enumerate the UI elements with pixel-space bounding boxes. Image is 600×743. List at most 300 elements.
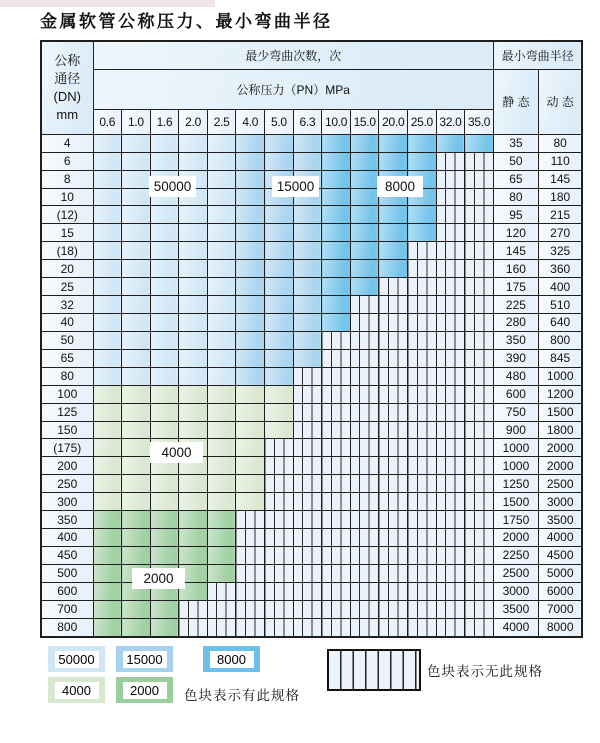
no-spec-cell <box>207 582 236 600</box>
cycle-cell <box>207 457 236 475</box>
cycle-cell <box>265 296 294 314</box>
cycle-cell <box>293 152 322 170</box>
dynamic-radius-cell: 510 <box>538 296 582 314</box>
cycle-cell <box>207 564 236 582</box>
no-spec-cell <box>465 511 494 529</box>
no-spec-cell <box>322 457 351 475</box>
cycle-cell <box>236 134 265 152</box>
pressure-value-header: 35.0 <box>465 109 494 134</box>
cycle-cell <box>207 421 236 439</box>
no-spec-cell <box>465 278 494 296</box>
static-radius-cell: 900 <box>493 421 538 439</box>
table-row <box>41 260 582 278</box>
dn-cell: (175) <box>41 439 93 457</box>
pressure-value-header: 20.0 <box>379 109 408 134</box>
static-radius-cell: 350 <box>493 331 538 349</box>
cycle-cell <box>150 403 179 421</box>
cycle-cell <box>379 224 408 242</box>
static-radius-cell: 390 <box>493 349 538 367</box>
cycle-cell <box>150 385 179 403</box>
cycle-cell <box>207 296 236 314</box>
no-spec-cell <box>265 529 294 547</box>
cycle-cell <box>265 206 294 224</box>
no-spec-cell <box>293 475 322 493</box>
no-spec-cell <box>379 403 408 421</box>
pressure-value-header: 32.0 <box>436 109 465 134</box>
no-spec-cell <box>465 170 494 188</box>
no-spec-cell <box>465 367 494 385</box>
cycle-cell <box>122 385 151 403</box>
static-radius-cell: 145 <box>493 242 538 260</box>
no-spec-cell <box>436 224 465 242</box>
no-spec-cell <box>436 152 465 170</box>
no-spec-cell <box>465 457 494 475</box>
dynamic-radius-cell: 215 <box>538 206 582 224</box>
cycle-cell <box>236 206 265 224</box>
static-radius-cell: 1500 <box>493 493 538 511</box>
no-spec-cell <box>408 296 437 314</box>
no-spec-cell <box>322 493 351 511</box>
cycle-cell <box>179 367 208 385</box>
no-spec-cell <box>408 546 437 564</box>
no-spec-cell <box>408 385 437 403</box>
cycle-cell <box>236 188 265 206</box>
cycle-cell <box>207 170 236 188</box>
cycle-cell <box>379 242 408 260</box>
no-spec-cell <box>408 511 437 529</box>
bend-cycles-header: 最少弯曲次数，次 <box>93 41 493 70</box>
dynamic-radius-cell: 5000 <box>538 564 582 582</box>
no-spec-cell <box>322 367 351 385</box>
dn-cell: 600 <box>41 582 93 600</box>
no-spec-cell <box>322 331 351 349</box>
cycle-cell <box>150 493 179 511</box>
dynamic-radius-cell: 2000 <box>538 457 582 475</box>
cycle-cell <box>150 313 179 331</box>
no-spec-cell <box>436 242 465 260</box>
cycle-cell <box>179 313 208 331</box>
cycle-cell <box>93 152 122 170</box>
cycle-cell <box>150 331 179 349</box>
cycle-cell <box>265 260 294 278</box>
cycle-cell <box>265 242 294 260</box>
cycle-cell <box>93 618 122 637</box>
no-spec-cell <box>236 546 265 564</box>
static-radius-cell: 280 <box>493 313 538 331</box>
no-spec-cell <box>322 421 351 439</box>
cycle-cell <box>207 278 236 296</box>
dynamic-radius-cell: 7000 <box>538 600 582 618</box>
dn-cell: 250 <box>41 475 93 493</box>
dn-cell: 150 <box>41 421 93 439</box>
cycle-cell <box>350 260 379 278</box>
cycle-cell <box>293 331 322 349</box>
no-spec-cell <box>265 582 294 600</box>
cycle-cell <box>150 278 179 296</box>
legend-swatch-label: 15000 <box>123 651 167 668</box>
scan-artifact-strip <box>0 0 215 7</box>
pressure-value-header: 1.6 <box>150 109 179 134</box>
no-spec-cell <box>265 600 294 618</box>
cycle-cell <box>350 170 379 188</box>
cycle-cell <box>93 511 122 529</box>
cycle-cell <box>93 600 122 618</box>
no-spec-cell <box>436 403 465 421</box>
no-spec-cell <box>265 493 294 511</box>
legend-swatch-label: 50000 <box>55 651 99 668</box>
cycle-cell <box>207 260 236 278</box>
no-spec-cell <box>408 367 437 385</box>
no-spec-cell <box>408 403 437 421</box>
no-spec-cell <box>350 367 379 385</box>
dynamic-radius-cell: 640 <box>538 313 582 331</box>
cycle-cell <box>122 242 151 260</box>
cycle-cell <box>322 152 351 170</box>
cycle-cell <box>93 493 122 511</box>
no-spec-cell <box>436 206 465 224</box>
dn-cell: 500 <box>41 564 93 582</box>
cycle-cell <box>350 188 379 206</box>
legend-swatch-2000 <box>116 677 173 703</box>
cycle-cell <box>265 403 294 421</box>
no-spec-cell <box>350 331 379 349</box>
no-spec-cell <box>379 582 408 600</box>
table-row <box>41 564 582 582</box>
cycle-cell <box>322 206 351 224</box>
no-spec-cell <box>265 564 294 582</box>
no-spec-cell <box>350 457 379 475</box>
no-spec-cell <box>207 618 236 637</box>
static-radius-cell: 120 <box>493 224 538 242</box>
no-spec-cell <box>436 529 465 547</box>
pressure-value-header: 2.0 <box>179 109 208 134</box>
no-spec-cell <box>350 296 379 314</box>
legend-swatch-4000 <box>48 677 105 703</box>
no-spec-cell <box>350 421 379 439</box>
no-spec-cell <box>408 618 437 637</box>
no-spec-cell <box>408 457 437 475</box>
no-spec-cell <box>436 260 465 278</box>
cycle-cell <box>93 475 122 493</box>
no-spec-cell <box>379 278 408 296</box>
no-spec-cell <box>436 564 465 582</box>
no-spec-cell <box>322 618 351 637</box>
table-row <box>41 242 582 260</box>
table-row <box>41 475 582 493</box>
cycle-cell <box>122 529 151 547</box>
cycle-cell <box>207 385 236 403</box>
dn-cell: 32 <box>41 296 93 314</box>
cycle-cell <box>236 349 265 367</box>
cycle-cell <box>122 152 151 170</box>
table-row <box>41 600 582 618</box>
dn-cell: 65 <box>41 349 93 367</box>
dn-cell: (12) <box>41 206 93 224</box>
cycle-cell <box>150 475 179 493</box>
cycle-cell <box>465 134 494 152</box>
cycle-cell <box>122 296 151 314</box>
static-radius-cell: 3500 <box>493 600 538 618</box>
cycle-cell <box>122 439 151 457</box>
no-spec-cell <box>436 421 465 439</box>
no-spec-cell <box>408 331 437 349</box>
no-spec-cell <box>379 439 408 457</box>
no-spec-cell <box>436 331 465 349</box>
cycle-cell <box>265 224 294 242</box>
cycle-cell <box>207 331 236 349</box>
cycle-cell <box>179 206 208 224</box>
no-spec-cell <box>465 313 494 331</box>
table-row <box>41 385 582 403</box>
no-spec-cell <box>408 260 437 278</box>
no-spec-cell <box>293 564 322 582</box>
cycle-cell <box>265 421 294 439</box>
no-spec-cell <box>379 349 408 367</box>
no-spec-cell <box>293 582 322 600</box>
cycle-cell <box>236 439 265 457</box>
no-spec-cell <box>436 313 465 331</box>
cycle-cell <box>122 475 151 493</box>
cycle-cell <box>93 278 122 296</box>
static-radius-cell: 3000 <box>493 582 538 600</box>
dynamic-radius-cell: 4500 <box>538 546 582 564</box>
no-spec-cell <box>350 475 379 493</box>
cycle-cell <box>179 421 208 439</box>
no-spec-cell <box>465 564 494 582</box>
static-radius-cell: 600 <box>493 385 538 403</box>
no-spec-cell <box>265 475 294 493</box>
cycle-cell <box>408 206 437 224</box>
dynamic-radius-cell: 1000 <box>538 367 582 385</box>
no-spec-cell <box>379 564 408 582</box>
dn-cell: 40 <box>41 313 93 331</box>
no-spec-cell <box>379 385 408 403</box>
cycle-cell <box>122 600 151 618</box>
cycle-cell <box>93 457 122 475</box>
cycle-cell <box>408 152 437 170</box>
table-row <box>41 313 582 331</box>
cycle-cell <box>207 152 236 170</box>
dn-cell: 450 <box>41 546 93 564</box>
table-row <box>41 493 582 511</box>
cycle-cell <box>93 260 122 278</box>
cycle-cell <box>207 206 236 224</box>
dynamic-radius-cell: 180 <box>538 188 582 206</box>
no-spec-cell <box>436 188 465 206</box>
dynamic-radius-cell: 400 <box>538 278 582 296</box>
cycle-cell <box>179 260 208 278</box>
no-spec-cell <box>207 600 236 618</box>
dn-header-line: mm <box>56 106 79 122</box>
cycle-cell <box>236 457 265 475</box>
no-spec-cell <box>379 457 408 475</box>
no-spec-cell <box>322 403 351 421</box>
dynamic-radius-cell: 1500 <box>538 403 582 421</box>
table-row <box>41 331 582 349</box>
no-spec-cell <box>350 313 379 331</box>
static-radius-cell: 175 <box>493 278 538 296</box>
no-spec-cell <box>293 439 322 457</box>
cycle-cell <box>179 152 208 170</box>
cycle-cell <box>236 367 265 385</box>
cycle-cell <box>150 260 179 278</box>
legend-no-spec-swatch <box>327 649 421 691</box>
no-spec-cell <box>465 206 494 224</box>
pressure-value-header: 1.0 <box>122 109 151 134</box>
static-radius-cell: 2250 <box>493 546 538 564</box>
static-radius-cell: 750 <box>493 403 538 421</box>
cycle-cell <box>265 331 294 349</box>
cycle-cell <box>322 313 351 331</box>
no-spec-cell <box>379 421 408 439</box>
no-spec-cell <box>350 618 379 637</box>
cycle-cell <box>265 349 294 367</box>
no-spec-cell <box>408 529 437 547</box>
dn-header-cell <box>41 41 93 134</box>
cycle-cell <box>93 564 122 582</box>
dynamic-radius-cell: 800 <box>538 331 582 349</box>
cycle-cell <box>93 385 122 403</box>
no-spec-cell <box>379 367 408 385</box>
no-spec-cell <box>436 475 465 493</box>
no-spec-cell <box>408 349 437 367</box>
table-row <box>41 152 582 170</box>
region-label-8000: 8000 <box>377 176 423 197</box>
dynamic-radius-cell: 3500 <box>538 511 582 529</box>
cycle-cell <box>150 242 179 260</box>
cycle-cell <box>207 493 236 511</box>
no-spec-cell <box>436 367 465 385</box>
no-spec-cell <box>465 296 494 314</box>
no-spec-cell <box>465 152 494 170</box>
cycle-cell <box>122 511 151 529</box>
dn-cell: 25 <box>41 278 93 296</box>
cycle-cell <box>350 134 379 152</box>
dynamic-radius-cell: 2000 <box>538 439 582 457</box>
cycle-cell <box>150 134 179 152</box>
cycle-cell <box>179 403 208 421</box>
cycle-cell <box>122 278 151 296</box>
dynamic-radius-cell: 1200 <box>538 385 582 403</box>
no-spec-cell <box>293 457 322 475</box>
cycle-cell <box>150 224 179 242</box>
static-radius-cell: 65 <box>493 170 538 188</box>
cycle-cell <box>207 439 236 457</box>
cycle-cell <box>207 403 236 421</box>
no-spec-cell <box>293 367 322 385</box>
no-spec-cell <box>465 475 494 493</box>
cycle-cell <box>236 475 265 493</box>
dn-cell: 15 <box>41 224 93 242</box>
no-spec-cell <box>350 349 379 367</box>
legend-swatch-label: 8000 <box>210 651 254 668</box>
no-spec-cell <box>436 457 465 475</box>
cycle-cell <box>150 618 179 637</box>
cycle-cell <box>207 511 236 529</box>
dn-cell: 350 <box>41 511 93 529</box>
cycle-cell <box>179 385 208 403</box>
cycle-cell <box>236 385 265 403</box>
cycle-cell <box>293 313 322 331</box>
cycle-cell <box>179 134 208 152</box>
static-radius-cell: 1250 <box>493 475 538 493</box>
static-radius-cell: 80 <box>493 188 538 206</box>
cycle-cell <box>207 349 236 367</box>
cycle-cell <box>293 224 322 242</box>
no-spec-cell <box>265 457 294 475</box>
dynamic-radius-cell: 325 <box>538 242 582 260</box>
cycle-cell <box>93 188 122 206</box>
cycle-cell <box>93 242 122 260</box>
table-row <box>41 403 582 421</box>
no-spec-cell <box>436 511 465 529</box>
cycle-cell <box>265 278 294 296</box>
cycle-cell <box>207 529 236 547</box>
cycle-cell <box>322 170 351 188</box>
cycle-cell <box>322 134 351 152</box>
dn-cell: 8 <box>41 170 93 188</box>
no-spec-cell <box>293 511 322 529</box>
cycle-cell <box>150 349 179 367</box>
no-spec-cell <box>465 331 494 349</box>
no-spec-cell <box>379 511 408 529</box>
dynamic-radius-cell: 270 <box>538 224 582 242</box>
legend-swatch-label: 2000 <box>123 682 167 699</box>
cycle-cell <box>207 224 236 242</box>
cycle-cell <box>293 242 322 260</box>
no-spec-cell <box>379 475 408 493</box>
cycle-cell <box>350 152 379 170</box>
no-spec-cell <box>236 511 265 529</box>
static-radius-cell: 35 <box>493 134 538 152</box>
static-radius-cell: 2000 <box>493 529 538 547</box>
cycle-cell <box>350 242 379 260</box>
cycle-cell <box>265 134 294 152</box>
no-spec-cell <box>236 600 265 618</box>
no-spec-cell <box>465 546 494 564</box>
cycle-cell <box>179 529 208 547</box>
dn-cell: 400 <box>41 529 93 547</box>
no-spec-cell <box>179 600 208 618</box>
no-spec-cell <box>293 403 322 421</box>
no-spec-cell <box>408 582 437 600</box>
dn-cell: 20 <box>41 260 93 278</box>
cycle-cell <box>122 313 151 331</box>
no-spec-cell <box>436 296 465 314</box>
cycle-cell <box>293 206 322 224</box>
static-radius-cell: 4000 <box>493 618 538 637</box>
cycle-cell <box>122 170 151 188</box>
cycle-cell <box>236 242 265 260</box>
cycle-cell <box>179 475 208 493</box>
cycle-cell <box>379 152 408 170</box>
no-spec-cell <box>322 546 351 564</box>
no-spec-cell <box>379 618 408 637</box>
cycle-cell <box>122 260 151 278</box>
no-spec-cell <box>379 313 408 331</box>
no-spec-cell <box>293 493 322 511</box>
no-spec-cell <box>408 278 437 296</box>
no-spec-cell <box>436 385 465 403</box>
no-spec-cell <box>265 439 294 457</box>
no-spec-cell <box>350 493 379 511</box>
cycle-cell <box>122 421 151 439</box>
cycle-cell <box>93 331 122 349</box>
cycle-cell <box>93 296 122 314</box>
no-spec-cell <box>322 475 351 493</box>
static-radius-cell: 1000 <box>493 457 538 475</box>
table-row <box>41 367 582 385</box>
